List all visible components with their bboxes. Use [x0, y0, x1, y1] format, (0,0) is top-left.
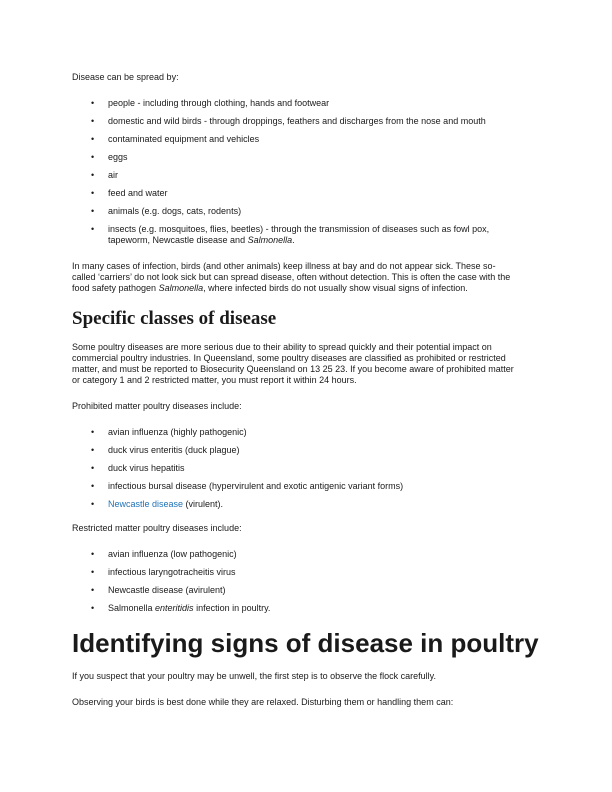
bullet-icon: •	[91, 567, 95, 577]
list-item: • Newcastle disease (avirulent)	[91, 585, 226, 595]
list-item: • feed and water	[91, 188, 168, 198]
bullet-icon: •	[91, 585, 95, 595]
carriers-paragraph: In many cases of infection, birds (and other animals) keep illness at bay and do not appear sick. These so- called ‘carriers’ do not look sick but can spread disease, often without detection. This is often the case with the food safety pathogen Salmonella, where infected birds do not usually show visual signs of infection.	[72, 261, 511, 293]
bullet-icon: •	[91, 445, 95, 455]
heading-identifying-signs: Identifying signs of disease in poultry	[72, 628, 539, 658]
bullet-icon: •	[91, 463, 95, 473]
specific-classes-paragraph: Some poultry diseases are more serious due to their ability to spread quickly and their potential impact on commercial poultry industries. In Queensland, some poultry diseases are classified as prohibited or restricted matter, and must be reported to Biosecurity Queensland on 13 25 23. If you become aware of prohibited matter or category 1 and 2 restricted matter, you must report it within 24 hours.	[72, 342, 514, 385]
list-item: • animals (e.g. dogs, cats, rodents)	[91, 206, 242, 216]
list-item: • people - including through clothing, hands and footwear	[91, 98, 330, 108]
identifying-paragraph-1: If you suspect that your poultry may be unwell, the first step is to observe the flock carefully.	[72, 671, 437, 681]
list-item-salmonella: • Salmonella enteritidis infection in poultry.	[91, 603, 271, 613]
list-item: • air	[91, 170, 119, 180]
prohibited-list	[72, 427, 542, 510]
list-item-newcastle: • Newcastle disease (virulent).	[91, 499, 224, 509]
bullet-icon: •	[91, 499, 95, 509]
list-item: • domestic and wild birds - through droppings, feathers and discharges from the nose and mouth	[91, 116, 486, 126]
bullet-icon: •	[91, 134, 95, 144]
newcastle-disease-link[interactable]: Newcastle disease	[108, 499, 184, 509]
list-item: • avian influenza (low pathogenic)	[91, 549, 237, 559]
bullet-icon: •	[91, 481, 95, 491]
bullet-icon: •	[91, 603, 95, 613]
list-item: • duck virus enteritis (duck plague)	[91, 445, 240, 455]
list-item: • contaminated equipment and vehicles	[91, 134, 260, 144]
restricted-list	[72, 549, 542, 614]
list-item-insects: • insects (e.g. mosquitoes, flies, beetles) - through the transmission of diseases such as fowl pox, tapeworm, Newcastle disease and Salmonella.	[91, 224, 490, 245]
bullet-icon: •	[91, 188, 95, 198]
list-item: • infectious bursal disease (hypervirulent and exotic antigenic variant forms)	[91, 481, 404, 491]
heading-specific-classes: Specific classes of disease	[72, 308, 277, 329]
bullet-icon: •	[91, 224, 95, 234]
bullet-icon: •	[91, 549, 95, 559]
list-item: • duck virus hepatitis	[91, 463, 185, 473]
prohibited-intro: Prohibited matter poultry diseases include:	[72, 401, 242, 411]
bullet-icon: •	[91, 170, 95, 180]
bullet-icon: •	[91, 427, 95, 437]
bullet-icon: •	[91, 98, 95, 108]
list-item: • infectious laryngotracheitis virus	[91, 567, 236, 577]
bullet-icon: •	[91, 206, 95, 216]
spread-list	[72, 98, 542, 246]
intro-text: Disease can be spread by:	[72, 72, 179, 82]
restricted-intro: Restricted matter poultry diseases include:	[72, 523, 242, 533]
list-item: • eggs	[91, 152, 128, 162]
bullet-icon: •	[91, 152, 95, 162]
identifying-paragraph-2: Observing your birds is best done while they are relaxed. Disturbing them or handling them can:	[72, 697, 454, 707]
bullet-icon: •	[91, 116, 95, 126]
list-item: • avian influenza (highly pathogenic)	[91, 427, 247, 437]
